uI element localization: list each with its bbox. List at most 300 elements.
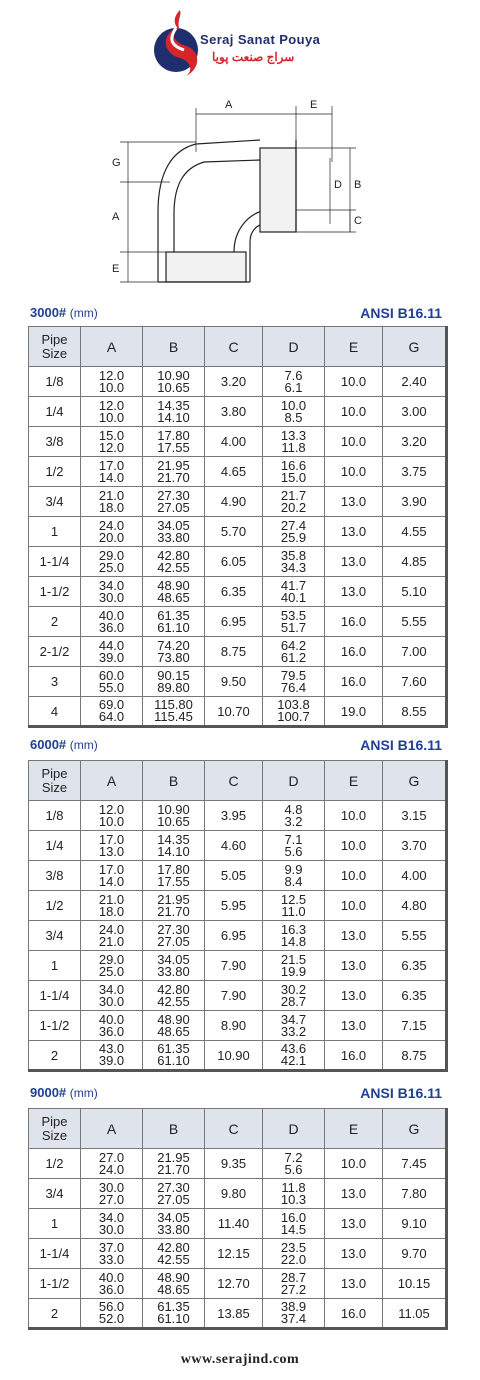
cell-size: 3 (29, 667, 81, 697)
cell-g: 4.80 (383, 891, 447, 921)
min-value: 100.7 (277, 709, 310, 724)
cell-b (143, 1179, 205, 1209)
max-value: 27.30 (157, 487, 190, 503)
cell-c: 5.70 (205, 517, 263, 547)
column-header: Pipe Size (29, 327, 81, 367)
cell-b (143, 921, 205, 951)
dim-label-d: D (334, 179, 342, 191)
min-value: 42.1 (280, 1053, 307, 1068)
cell-g: 8.55 (383, 697, 447, 727)
cell-a (81, 891, 143, 921)
dim-label-g: G (112, 157, 121, 169)
min-value: 33.80 (157, 963, 190, 979)
cell-b (143, 397, 205, 427)
table-row (29, 891, 447, 921)
cell-g: 5.55 (383, 921, 447, 951)
min-value: 27.05 (157, 933, 190, 949)
table-row (29, 397, 447, 427)
min-value: 30.0 (98, 1221, 125, 1237)
cell-a (81, 457, 143, 487)
min-value: 36.0 (98, 1023, 125, 1039)
min-value: 10.65 (157, 379, 190, 395)
cell-a (81, 1041, 143, 1071)
dim-label-a-side: A (112, 211, 120, 223)
min-value: 10.0 (98, 379, 125, 395)
min-value: 18.0 (98, 499, 125, 515)
cell-g: 9.10 (383, 1209, 447, 1239)
cell-b (143, 1149, 205, 1179)
cell-e: 16.0 (325, 667, 383, 697)
table-row (29, 1299, 447, 1329)
cell-b (143, 1239, 205, 1269)
cell-a (81, 637, 143, 667)
cell-g: 7.80 (383, 1179, 447, 1209)
min-value: 22.0 (280, 1251, 307, 1267)
cell-e: 13.0 (325, 1179, 383, 1209)
max-value: 21.95 (157, 891, 190, 907)
max-value: 4.8 (284, 801, 303, 817)
column-header: G (383, 327, 447, 367)
cell-g: 6.35 (383, 981, 447, 1011)
column-header: B (143, 1109, 205, 1149)
max-value: 17.0 (98, 861, 125, 877)
cell-b (143, 1269, 205, 1299)
column-header: B (143, 327, 205, 367)
max-value: 69.0 (98, 697, 125, 712)
min-value: 14.10 (157, 843, 190, 859)
cell-c: 9.35 (205, 1149, 263, 1179)
min-value: 36.0 (98, 1281, 125, 1297)
cell-g: 3.70 (383, 831, 447, 861)
max-value: 34.7 (280, 1011, 307, 1027)
pressure-rating: 6000# (mm) (30, 737, 98, 752)
max-value: 48.90 (157, 1011, 190, 1027)
cell-c: 9.50 (205, 667, 263, 697)
table-row (29, 1239, 447, 1269)
cell-a (81, 1299, 143, 1329)
cell-g: 10.15 (383, 1269, 447, 1299)
table-row (29, 1269, 447, 1299)
cell-g: 2.40 (383, 367, 447, 397)
max-value: 12.0 (98, 397, 125, 413)
cell-d (263, 801, 325, 831)
cell-size: 1/8 (29, 367, 81, 397)
spec-table-9000 (28, 1108, 448, 1330)
min-value: 14.5 (280, 1221, 307, 1237)
cell-e: 13.0 (325, 1269, 383, 1299)
cell-c: 3.80 (205, 397, 263, 427)
unit-label: (mm) (69, 306, 98, 320)
cell-d (263, 861, 325, 891)
cell-e: 10.0 (325, 801, 383, 831)
max-value: 27.30 (157, 1179, 190, 1195)
table-row (29, 1149, 447, 1179)
cell-g: 7.60 (383, 667, 447, 697)
cell-b (143, 457, 205, 487)
spec-table-3000 (28, 326, 448, 728)
cell-size: 1/2 (29, 891, 81, 921)
cell-d (263, 457, 325, 487)
table-row (29, 1041, 447, 1071)
max-value: 60.0 (98, 667, 125, 683)
cell-c: 12.70 (205, 1269, 263, 1299)
min-value: 27.2 (280, 1281, 307, 1297)
min-value: 6.1 (284, 379, 303, 395)
column-header: C (205, 1109, 263, 1149)
dim-label-c: C (354, 215, 362, 227)
cell-b (143, 487, 205, 517)
cell-c: 4.90 (205, 487, 263, 517)
cell-size: 2 (29, 607, 81, 637)
min-value: 48.65 (157, 1023, 190, 1039)
table-row (29, 697, 447, 727)
max-value: 48.90 (157, 577, 190, 593)
unit-label: (mm) (69, 1086, 98, 1100)
min-value: 33.80 (157, 1221, 190, 1237)
max-value: 29.0 (98, 547, 125, 563)
cell-c: 6.95 (205, 607, 263, 637)
min-value: 14.0 (98, 469, 125, 485)
column-header: C (205, 327, 263, 367)
column-header: D (263, 1109, 325, 1149)
min-value: 21.0 (98, 933, 125, 949)
dim-label-e-top: E (310, 99, 318, 111)
max-value: 53.5 (280, 607, 307, 623)
max-value: 7.6 (284, 367, 303, 383)
cell-size: 1-1/4 (29, 981, 81, 1011)
cell-b (143, 637, 205, 667)
column-header: A (81, 327, 143, 367)
cell-e: 13.0 (325, 1011, 383, 1041)
min-value: 14.8 (280, 933, 307, 949)
column-header: E (325, 761, 383, 801)
max-value: 61.35 (157, 1299, 190, 1314)
cell-size: 1/2 (29, 457, 81, 487)
cell-c: 10.70 (205, 697, 263, 727)
column-header: G (383, 1109, 447, 1149)
dim-label-b: B (354, 179, 362, 191)
cell-a (81, 1239, 143, 1269)
column-header: Pipe Size (29, 761, 81, 801)
min-value: 25.0 (98, 559, 125, 575)
cell-size: 1/4 (29, 397, 81, 427)
min-value: 73.80 (157, 649, 190, 665)
section-header-9000 (30, 1084, 444, 1104)
max-value: 61.35 (157, 607, 190, 623)
cell-a (81, 981, 143, 1011)
cell-size: 1-1/2 (29, 1011, 81, 1041)
max-value: 115.80 (154, 697, 193, 712)
cell-c: 6.05 (205, 547, 263, 577)
min-value: 33.80 (157, 529, 190, 545)
max-value: 17.0 (98, 831, 125, 847)
max-value: 7.1 (284, 831, 303, 847)
cell-a (81, 1149, 143, 1179)
min-value: 19.9 (280, 963, 307, 979)
min-value: 33.2 (280, 1023, 307, 1039)
cell-c: 7.90 (205, 981, 263, 1011)
min-value: 5.6 (284, 1161, 303, 1177)
min-value: 40.1 (280, 589, 307, 605)
max-value: 21.0 (98, 891, 125, 907)
max-value: 21.7 (280, 487, 307, 503)
cell-c: 4.65 (205, 457, 263, 487)
min-value: 36.0 (98, 619, 125, 635)
max-value: 17.80 (157, 861, 190, 877)
min-value: 61.10 (157, 1311, 190, 1326)
min-value: 42.55 (157, 1251, 190, 1267)
min-value: 30.0 (98, 993, 125, 1009)
min-value: 15.0 (280, 469, 307, 485)
cell-e: 10.0 (325, 427, 383, 457)
table-row (29, 577, 447, 607)
cell-size: 3/4 (29, 1179, 81, 1209)
cell-b (143, 427, 205, 457)
cell-g: 7.15 (383, 1011, 447, 1041)
cell-size: 2 (29, 1299, 81, 1329)
max-value: 43.6 (280, 1041, 307, 1056)
cell-e: 13.0 (325, 577, 383, 607)
max-value: 11.8 (281, 1179, 306, 1195)
min-value: 14.10 (157, 409, 190, 425)
min-value: 61.2 (280, 649, 307, 665)
cell-a (81, 1011, 143, 1041)
cell-e: 13.0 (325, 981, 383, 1011)
max-value: 48.90 (157, 1269, 190, 1285)
cell-c: 9.80 (205, 1179, 263, 1209)
cell-d (263, 1149, 325, 1179)
cell-d (263, 1179, 325, 1209)
cell-d (263, 427, 325, 457)
cell-g: 5.55 (383, 607, 447, 637)
cell-e: 13.0 (325, 951, 383, 981)
cell-a (81, 427, 143, 457)
cell-g: 3.20 (383, 427, 447, 457)
cell-c: 3.20 (205, 367, 263, 397)
cell-b (143, 951, 205, 981)
cell-d (263, 921, 325, 951)
cell-e: 13.0 (325, 547, 383, 577)
cell-d (263, 1011, 325, 1041)
cell-size: 1-1/2 (29, 1269, 81, 1299)
max-value: 79.5 (280, 667, 307, 683)
cell-b (143, 547, 205, 577)
table-row (29, 667, 447, 697)
max-value: 21.5 (280, 951, 307, 967)
min-value: 42.55 (157, 993, 190, 1009)
min-value: 3.2 (284, 813, 303, 829)
min-value: 76.4 (280, 679, 307, 695)
brand-name-persian: سراج صنعت پویا (212, 50, 295, 64)
website-footer: www.serajind.com (180, 1352, 300, 1367)
cell-a (81, 921, 143, 951)
cell-e: 16.0 (325, 637, 383, 667)
max-value: 29.0 (98, 951, 125, 967)
cell-d (263, 547, 325, 577)
min-value: 20.0 (98, 529, 125, 545)
min-value: 10.3 (280, 1191, 307, 1207)
max-value: 74.20 (157, 637, 190, 653)
max-value: 37.0 (98, 1239, 125, 1255)
cell-e: 10.0 (325, 367, 383, 397)
cell-d (263, 1239, 325, 1269)
min-value: 37.4 (280, 1311, 307, 1326)
cell-b (143, 697, 205, 727)
cell-size: 1 (29, 951, 81, 981)
table-row (29, 367, 447, 397)
column-header: A (81, 1109, 143, 1149)
cell-g: 3.00 (383, 397, 447, 427)
cell-g: 11.05 (383, 1299, 447, 1329)
cell-a (81, 487, 143, 517)
max-value: 21.0 (98, 487, 125, 503)
max-value: 16.6 (280, 457, 307, 473)
table-row (29, 487, 447, 517)
cell-e: 13.0 (325, 1239, 383, 1269)
cell-b (143, 577, 205, 607)
cell-e: 13.0 (325, 517, 383, 547)
cell-e: 10.0 (325, 861, 383, 891)
cell-b (143, 831, 205, 861)
min-value: 27.05 (157, 499, 190, 515)
column-header: G (383, 761, 447, 801)
cell-b (143, 981, 205, 1011)
cell-size: 2-1/2 (29, 637, 81, 667)
dim-label-a-top: A (225, 99, 233, 111)
max-value: 40.0 (98, 1269, 125, 1285)
cell-size: 1 (29, 517, 81, 547)
min-value: 24.0 (98, 1161, 125, 1177)
max-value: 10.0 (280, 397, 307, 413)
cell-size: 3/4 (29, 921, 81, 951)
cell-e: 10.0 (325, 1149, 383, 1179)
cell-size: 1/8 (29, 801, 81, 831)
brand-name: Seraj Sanat Pouya (200, 32, 321, 47)
cell-c: 5.95 (205, 891, 263, 921)
min-value: 17.55 (157, 439, 190, 455)
max-value: 34.0 (98, 981, 125, 997)
cell-b (143, 667, 205, 697)
cell-d (263, 831, 325, 861)
cell-c: 4.60 (205, 831, 263, 861)
min-value: 39.0 (98, 1053, 125, 1068)
cell-b (143, 801, 205, 831)
cell-b (143, 1209, 205, 1239)
table-row (29, 981, 447, 1011)
cell-d (263, 607, 325, 637)
max-value: 17.0 (98, 457, 125, 473)
cell-c: 6.95 (205, 921, 263, 951)
cell-a (81, 1179, 143, 1209)
elbow-dimension-drawing (100, 92, 370, 292)
max-value: 24.0 (98, 517, 125, 533)
cell-size: 2 (29, 1041, 81, 1071)
max-value: 9.9 (284, 861, 303, 877)
column-header: B (143, 761, 205, 801)
cell-d (263, 517, 325, 547)
cell-b (143, 1041, 205, 1071)
table-row (29, 921, 447, 951)
cell-c: 13.85 (205, 1299, 263, 1329)
min-value: 10.0 (98, 813, 125, 829)
table-row (29, 831, 447, 861)
min-value: 89.80 (157, 679, 190, 695)
min-value: 13.0 (98, 843, 125, 859)
cell-a (81, 697, 143, 727)
cell-size: 3/4 (29, 487, 81, 517)
max-value: 10.90 (157, 801, 190, 817)
cell-g: 7.45 (383, 1149, 447, 1179)
cell-a (81, 861, 143, 891)
min-value: 18.0 (98, 903, 125, 919)
dim-label-e-side: E (112, 263, 120, 275)
cell-b (143, 1011, 205, 1041)
pressure-rating: 9000# (mm) (30, 1085, 98, 1100)
min-value: 11.0 (281, 903, 306, 919)
min-value: 21.70 (157, 1161, 190, 1177)
cell-size: 1/2 (29, 1149, 81, 1179)
cell-e: 19.0 (325, 697, 383, 727)
min-value: 11.8 (281, 439, 306, 455)
max-value: 27.0 (98, 1149, 125, 1165)
cell-d (263, 951, 325, 981)
max-value: 42.80 (157, 1239, 190, 1255)
table-row (29, 1209, 447, 1239)
cell-e: 10.0 (325, 831, 383, 861)
cell-c: 8.90 (205, 1011, 263, 1041)
min-value: 48.65 (157, 589, 190, 605)
max-value: 34.0 (98, 577, 125, 593)
cell-c: 10.90 (205, 1041, 263, 1071)
table-header-row (29, 1109, 447, 1149)
cell-g: 4.55 (383, 517, 447, 547)
standard-label: ANSI B16.11 (360, 737, 442, 753)
table-row (29, 861, 447, 891)
max-value: 56.0 (98, 1299, 125, 1314)
min-value: 34.3 (280, 559, 307, 575)
min-value: 12.0 (98, 439, 125, 455)
cell-d (263, 487, 325, 517)
cell-c: 11.40 (205, 1209, 263, 1239)
min-value: 64.0 (98, 709, 125, 724)
cell-a (81, 831, 143, 861)
cell-g: 3.90 (383, 487, 447, 517)
cell-e: 16.0 (325, 607, 383, 637)
cell-e: 10.0 (325, 397, 383, 427)
min-value: 21.70 (157, 903, 190, 919)
cell-b (143, 367, 205, 397)
cell-e: 16.0 (325, 1299, 383, 1329)
cell-g: 3.75 (383, 457, 447, 487)
min-value: 20.2 (280, 499, 307, 515)
standard-label: ANSI B16.11 (360, 1085, 442, 1101)
table-row (29, 1011, 447, 1041)
column-header: A (81, 761, 143, 801)
min-value: 42.55 (157, 559, 190, 575)
spec-table-6000 (28, 760, 448, 1072)
cell-d (263, 1041, 325, 1071)
max-value: 24.0 (98, 921, 125, 937)
pressure-rating: 3000# (mm) (30, 305, 98, 320)
table-row (29, 547, 447, 577)
min-value: 55.0 (98, 679, 125, 695)
cell-a (81, 577, 143, 607)
max-value: 15.0 (98, 427, 125, 443)
company-logo (150, 6, 350, 76)
cell-d (263, 697, 325, 727)
min-value: 33.0 (98, 1251, 125, 1267)
max-value: 40.0 (98, 607, 125, 623)
